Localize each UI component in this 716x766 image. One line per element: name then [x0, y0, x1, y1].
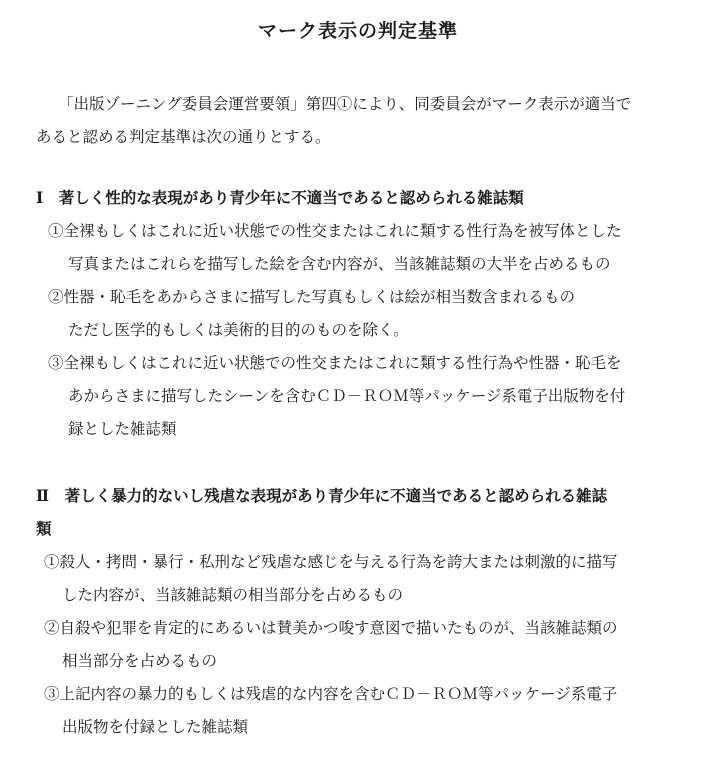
document-title: マーク表示の判定基準	[257, 20, 458, 42]
intro-line-2: あると認める判定基準は次の通りとする。	[36, 128, 331, 146]
intro-line-1: 「出版ゾーニング委員会運営要領」第四①により、同委員会がマーク表示が適当で	[58, 95, 632, 113]
section-1-item-2-line-1: ②性器・恥毛をあからさまに描写した写真もしくは絵が相当数含まれるもの	[48, 288, 576, 306]
section-1-heading: Ⅰ 著しく性的な表現があり青少年に不適当であると認められる雑誌類	[36, 188, 524, 207]
section-1-item-3-line-1: ③全裸もしくはこれに近い状態での性交またはこれに類する性行為や性器・恥毛を	[48, 354, 622, 372]
section-2-item-1-line-1: ①殺人・拷問・暴行・私刑など残虐な感じを与える行為を誇大または刺激的に描写	[44, 553, 618, 571]
section-1-item-1-line-2: 写真またはこれらを描写した絵を含む内容が、当該雑誌類の大半を占めるもの	[68, 255, 611, 273]
section-1-item-2-line-2: ただし医学的もしくは美術的目的のものを除く。	[68, 321, 409, 339]
section-2-item-2-line-1: ②自殺や犯罪を肯定的にあるいは賛美かつ唆す意図で描いたものが、当該雑誌類の	[44, 619, 618, 637]
section-1-item-1-line-1: ①全裸もしくはこれに近い状態での性交またはこれに類する性行為を被写体とした	[48, 222, 622, 240]
section-2-item-3-line-1: ③上記内容の暴力的もしくは残虐的な内容を含むＣＤ－ＲＯＭ等パッケージ系電子	[44, 685, 618, 703]
section-2-heading-line-2: 類	[36, 519, 52, 538]
section-1-item-3-line-3: 録とした雑誌類	[68, 420, 177, 438]
section-2-item-3-line-2: 出版物を付録とした雑誌類	[62, 718, 249, 736]
section-2-heading-line-1: Ⅱ 著しく暴力的ないし残虐な表現があり青少年に不適当であると認められる雑誌	[36, 486, 608, 505]
section-2-item-1-line-2: した内容が、当該雑誌類の相当部分を占めるもの	[62, 586, 404, 604]
section-1-item-3-line-2: あからさまに描写したシーンを含むＣＤ－ＲＯＭ等パッケージ系電子出版物を付	[68, 387, 626, 405]
section-2-item-2-line-2: 相当部分を占めるもの	[62, 652, 218, 670]
